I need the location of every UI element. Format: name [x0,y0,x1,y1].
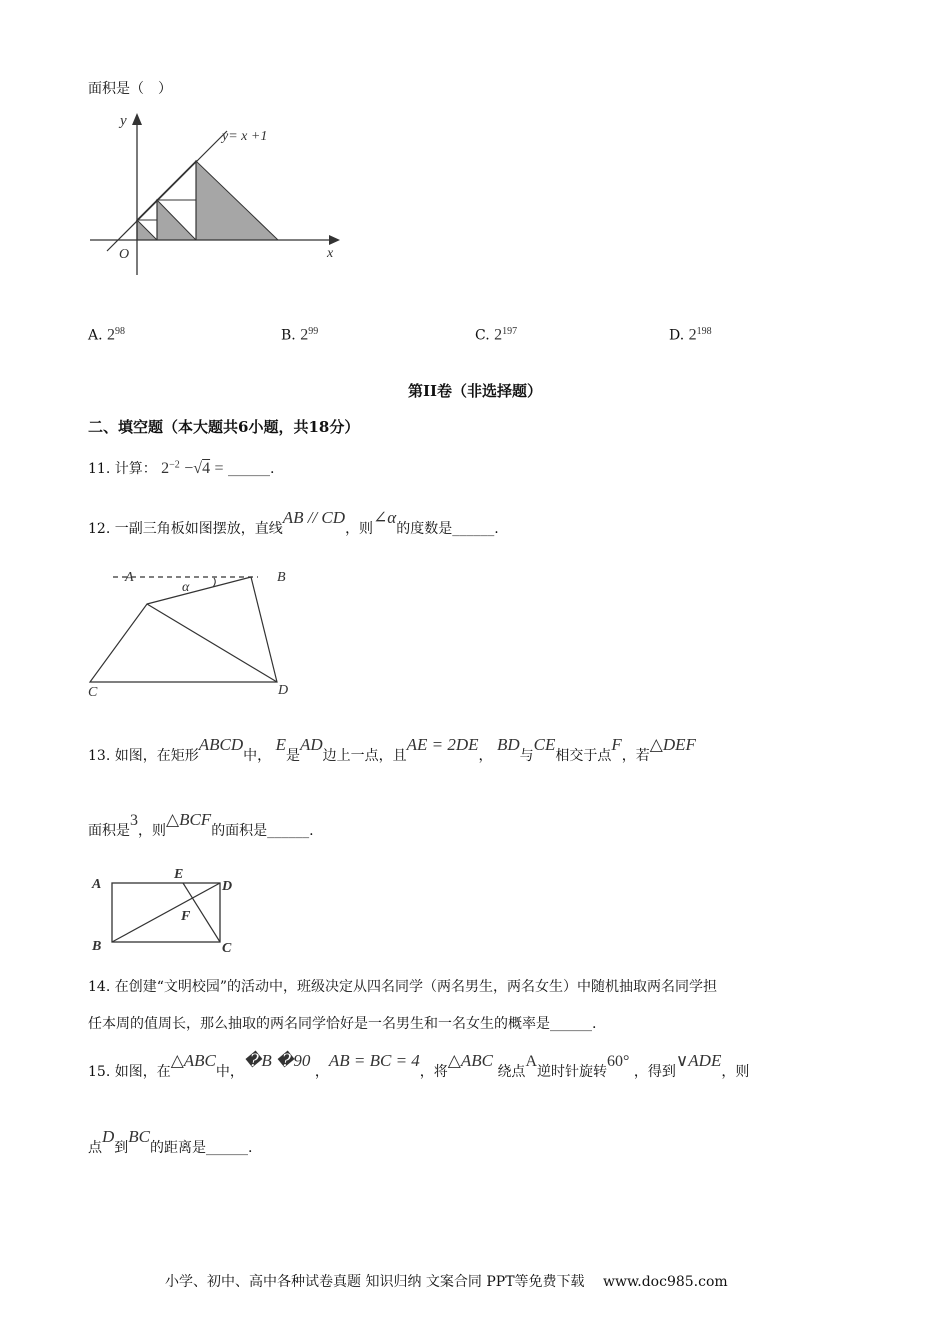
footer-url[interactable]: www.doc985.com [602,1274,728,1290]
label-a: A [125,570,134,585]
label-a: A [92,877,102,892]
label-e: E [174,867,184,882]
line-label: y= x +1 [222,129,268,144]
label-d: D [222,879,233,894]
q15-line2: 点D到BC的距离是______. [88,1127,253,1156]
diagonal-bd [112,883,220,942]
y-axis-label: y [120,113,127,129]
q14-line2: 任本周的值周长，那么抽取的两名同学恰好是一名男生和一名女生的概率是______. [88,1016,597,1032]
shaded-triangle-1 [137,220,157,240]
footer-text: 小学、初中、高中各种试卷真题 知识归纳 文案合同 PPT等免费下载 [165,1274,585,1290]
shaded-triangle-2 [157,200,196,240]
label-c: C [222,941,232,956]
q11: 11. 计算： $2^{-2} -√4$ = ______. [88,459,275,477]
option-c: C. $2^{197}$ [475,326,518,344]
label-c: C [88,685,98,699]
q13-line2: 面积是3，则△BCF的面积是______. [88,810,314,839]
shaded-triangle-3 [196,161,278,240]
x-axis-label: x [327,246,334,261]
q10-tail-text: 面积是（ ） [88,81,172,97]
label-alpha: α [182,580,190,595]
white-triangle-1 [137,200,157,220]
origin-label: O [119,247,130,262]
volume-title: 第II卷（非选择题） [407,382,543,400]
option-b: B. $2^{99}$ [281,326,319,344]
q10-figure [85,105,350,275]
label-b: B [277,570,286,585]
q12: 12. 一副三角板如图摆放，直线AB // CD，则∠α的度数是______. [88,508,499,537]
option-d: D. $2^{198}$ [669,326,712,344]
label-d: D [278,683,289,698]
q12-figure [85,564,300,699]
q13-line1: 13. 如图，在矩形ABCD中， E是AD边上一点，且AE = 2DE， BD与CE相交于点F，若△DEF [88,735,696,764]
q13-figure [88,864,248,956]
footer [165,1271,728,1291]
label-b: B [92,939,102,954]
q14-line1: 14. 在创建“文明校园”的活动中，班级决定从四名同学（两名男生，两名女生）中随机抽取两名同学担 [88,979,718,995]
q15-line1: 15. 如图，在△ABC中，�B �90 ，AB = BC = 4，将△ABC 绕点A逆时针旋转60° ，得到∨ADE，则 [88,1051,750,1080]
option-a: A. $2^{98}$ [88,326,126,344]
label-f: F [181,909,191,924]
white-triangle-2 [157,161,196,200]
part-title: 二、填空题（本大题共6小题，共18分） [88,418,360,436]
